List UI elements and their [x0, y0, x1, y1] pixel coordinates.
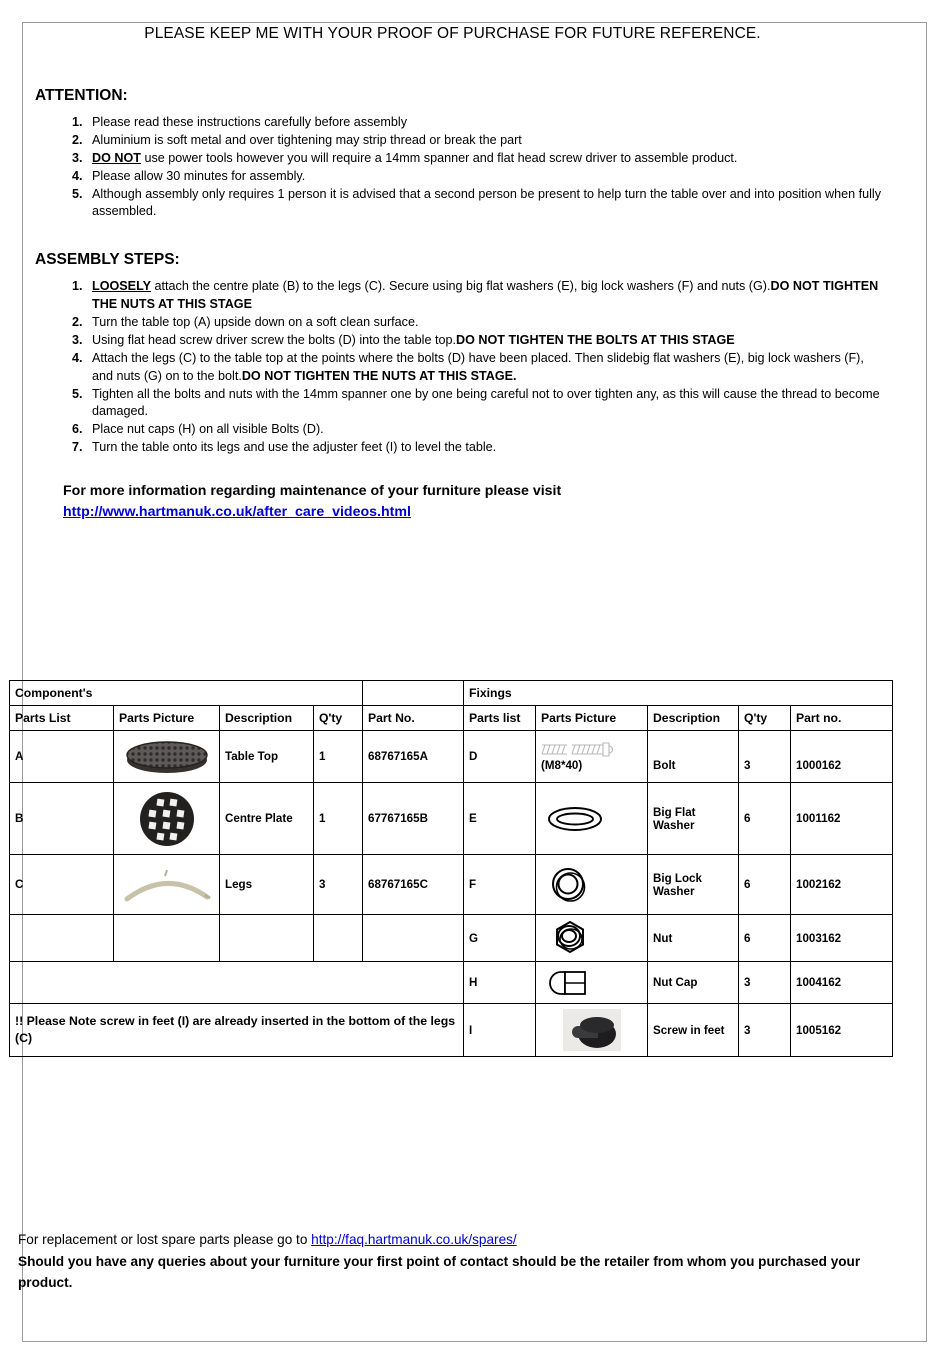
component-letter-c: C	[10, 855, 114, 915]
screw-in-feet-icon	[557, 1007, 627, 1053]
component-picture-b	[114, 783, 220, 855]
fixing-part-no-e: 1001162	[791, 783, 893, 855]
table-row	[10, 731, 893, 783]
component-blank-cell	[363, 915, 464, 962]
fixing-letter-d: D	[464, 731, 536, 783]
fixing-qty-g: 6	[739, 915, 791, 962]
col-header-description-left: Description	[220, 706, 314, 731]
col-header-parts-list-right: Parts list	[464, 706, 536, 731]
document-content	[0, 0, 905, 523]
component-letter-a: A	[10, 731, 114, 783]
component-blank-cell	[220, 915, 314, 962]
table-row	[10, 915, 893, 962]
table-top-icon	[124, 739, 210, 775]
big-flat-washer-drawing	[541, 786, 648, 851]
assembly-step-7	[86, 439, 887, 457]
component-description-a: Table Top	[220, 731, 314, 783]
assembly-step-warning: DO NOT TIGHTEN THE BOLTS AT THIS STAGE	[455, 332, 735, 347]
fixing-qty-e: 6	[739, 783, 791, 855]
fixing-picture-e	[536, 783, 648, 855]
assembly-step-5	[86, 386, 887, 422]
component-qty-c: 3	[314, 855, 363, 915]
attention-item-text: Although assembly only requires 1 person it is advised that a second person be present to help turn the table over and into position when fully assembled.	[92, 186, 881, 219]
big-lock-washer-drawing	[541, 858, 650, 911]
screw-in-feet-note: !! Please Note screw in feet (I) are already inserted in the bottom of the legs (C)	[10, 1004, 464, 1057]
footer-block	[18, 1230, 886, 1293]
leg-photo	[119, 858, 214, 911]
component-blank-cell	[10, 915, 114, 962]
assembly-steps-list	[18, 278, 887, 457]
assembly-step-warning: DO NOT TIGHTEN THE NUTS AT THIS STAGE.	[241, 368, 517, 383]
nut-cap-icon	[549, 967, 595, 999]
table-row	[10, 1004, 893, 1057]
fixing-description-f: Big Lock Washer	[648, 855, 739, 915]
assembly-step-1	[86, 278, 887, 314]
assembly-step-text: Turn the table onto its legs and use the adjuster feet (I) to level the table.	[92, 440, 497, 455]
col-header-part-no-left: Part No.	[363, 706, 464, 731]
nut-icon	[549, 918, 591, 958]
attention-list	[18, 114, 887, 221]
table-top-photo	[119, 734, 214, 779]
bolt-icon	[541, 742, 615, 757]
fixing-part-no-g: 1003162	[791, 915, 893, 962]
spares-line	[18, 1230, 886, 1250]
col-header-description-right: Description	[648, 706, 739, 731]
attention-item-text: use power tools however you will require a 14mm spanner and flat head screw driver to assemble product.	[140, 150, 738, 165]
table-row	[10, 962, 893, 1004]
fixing-picture-d	[536, 731, 648, 783]
table-row	[10, 783, 893, 855]
component-part-no-c: 68767165C	[363, 855, 464, 915]
parts-table	[9, 680, 893, 1057]
fixing-picture-g	[536, 915, 648, 962]
assembly-step-warning: DO NOT TIGHTEN THE NUTS AT THIS STAGE	[92, 279, 879, 312]
fixing-part-no-f: 1002162	[791, 855, 893, 915]
fixing-letter-h: H	[464, 962, 536, 1004]
queries-text: Should you have any queries about your furniture your first point of contact should be the retailer from whom you purchased your product.	[18, 1254, 861, 1290]
attention-item-3	[86, 150, 887, 168]
fixing-description-h: Nut Cap	[648, 962, 739, 1004]
assembly-step-text: Turn the table top (A) upside down on a soft clean surface.	[92, 315, 419, 329]
col-header-parts-list-left: Parts List	[10, 706, 114, 731]
fixing-description-d: Bolt	[648, 731, 739, 783]
assembly-step-6	[86, 421, 887, 439]
banner-components: Component's	[10, 681, 363, 706]
fixing-picture-h	[536, 962, 648, 1004]
assembly-step-lead: LOOSELY	[92, 279, 152, 294]
spares-link[interactable]: http://faq.hartmanuk.co.uk/spares/	[311, 1232, 517, 1247]
attention-item-text: Please allow 30 minutes for assembly.	[92, 168, 306, 183]
component-qty-a: 1	[314, 731, 363, 783]
assembly-step-2	[86, 314, 887, 332]
component-picture-c	[114, 855, 220, 915]
fixing-description-i: Screw in feet	[648, 1004, 739, 1057]
attention-item-emphasis: DO NOT	[92, 150, 141, 165]
assembly-step-text: Place nut caps (H) on all visible Bolts (D).	[92, 422, 324, 437]
screw-in-feet-photo	[541, 1007, 642, 1053]
fixing-letter-e: E	[464, 783, 536, 855]
banner-fixings: Fixings	[464, 681, 893, 706]
flat-washer-icon	[547, 805, 603, 833]
maintenance-text: For more information regarding maintenance of your furniture please visit	[63, 483, 562, 499]
nut-drawing	[541, 918, 650, 958]
attention-item-1	[86, 114, 887, 132]
col-header-parts-picture-right: Parts Picture	[536, 706, 648, 731]
component-picture-a	[114, 731, 220, 783]
assembly-step-4	[86, 350, 887, 386]
bolt-size-caption: (M8*40)	[541, 758, 583, 772]
table-row	[10, 855, 893, 915]
maintenance-info	[18, 481, 887, 523]
fixing-qty-d: 3	[739, 731, 791, 783]
component-description-b: Centre Plate	[220, 783, 314, 855]
fixing-description-e: Big Flat Washer	[648, 783, 739, 855]
page-title: PLEASE KEEP ME WITH YOUR PROOF OF PURCHASE FOR FUTURE REFERENCE.	[144, 25, 761, 42]
banner-spacer	[363, 681, 464, 706]
fixing-part-no-i: 1005162	[791, 1004, 893, 1057]
assembly-step-text: Attach the legs (C) to the table top at the points where the bolts (D) have been placed. Then slidebig flat washers (E), big lock washers (F), and nuts (G) on to the bolt.	[92, 350, 864, 383]
assembly-step-text: Tighten all the bolts and nuts with the 14mm spanner one by one being careful not to over tighten any, as this will cause the thread to become damaged.	[92, 386, 880, 419]
after-care-videos-link[interactable]: http://www.hartmanuk.co.uk/after_care_videos.html	[63, 504, 411, 521]
table-header-row	[10, 706, 893, 731]
lock-washer-icon	[549, 866, 589, 904]
assembly-step-text: attach the centre plate (B) to the legs (C). Secure using big flat washers (E), big lock washers (F) and nuts (G).	[151, 279, 771, 294]
fixing-letter-i: I	[464, 1004, 536, 1057]
centre-plate-photo	[119, 786, 214, 851]
component-part-no-a: 68767165A	[363, 731, 464, 783]
attention-item-4	[86, 168, 887, 186]
component-letter-b: B	[10, 783, 114, 855]
table-banner-row	[10, 681, 893, 706]
fixing-part-no-d: 1000162	[791, 731, 893, 783]
bolt-drawing	[541, 742, 642, 772]
col-header-parts-picture-left: Parts Picture	[114, 706, 220, 731]
fixing-qty-f: 6	[739, 855, 791, 915]
attention-item-text: Aluminium is soft metal and over tightening may strip thread or break the part	[92, 132, 522, 147]
leg-icon	[121, 865, 213, 905]
component-part-no-b: 67767165B	[363, 783, 464, 855]
parts-table-container	[9, 680, 892, 1057]
fixing-letter-g: G	[464, 915, 536, 962]
fixing-qty-h: 3	[739, 962, 791, 1004]
attention-item-2	[86, 132, 887, 150]
fixing-part-no-h: 1004162	[791, 962, 893, 1004]
component-description-c: Legs	[220, 855, 314, 915]
col-header-qty-right: Q'ty	[739, 706, 791, 731]
spares-prefix-text: For replacement or lost spare parts please go to	[18, 1232, 312, 1247]
component-blank-cell	[114, 915, 220, 962]
fixing-letter-f: F	[464, 855, 536, 915]
assembly-step-text: Using flat head screw driver screw the bolts (D) into the table top.	[92, 332, 456, 347]
fixing-description-g: Nut	[648, 915, 739, 962]
col-header-qty-left: Q'ty	[314, 706, 363, 731]
component-blank-cell	[314, 915, 363, 962]
assembly-step-3	[86, 332, 887, 350]
fixing-picture-f	[536, 855, 648, 915]
fixing-picture-i	[536, 1004, 648, 1057]
fixing-qty-i: 3	[739, 1004, 791, 1057]
attention-heading: ATTENTION:	[35, 87, 128, 104]
component-qty-b: 1	[314, 783, 363, 855]
assembly-steps-heading: ASSEMBLY STEPS:	[35, 251, 180, 269]
nut-cap-drawing	[541, 965, 650, 1000]
col-header-part-no-right: Part no.	[791, 706, 893, 731]
centre-plate-icon	[136, 790, 198, 848]
attention-item-text: Please read these instructions carefully before assembly	[92, 115, 408, 129]
component-blank-merged-cell	[10, 962, 464, 1004]
attention-item-5	[86, 186, 887, 222]
